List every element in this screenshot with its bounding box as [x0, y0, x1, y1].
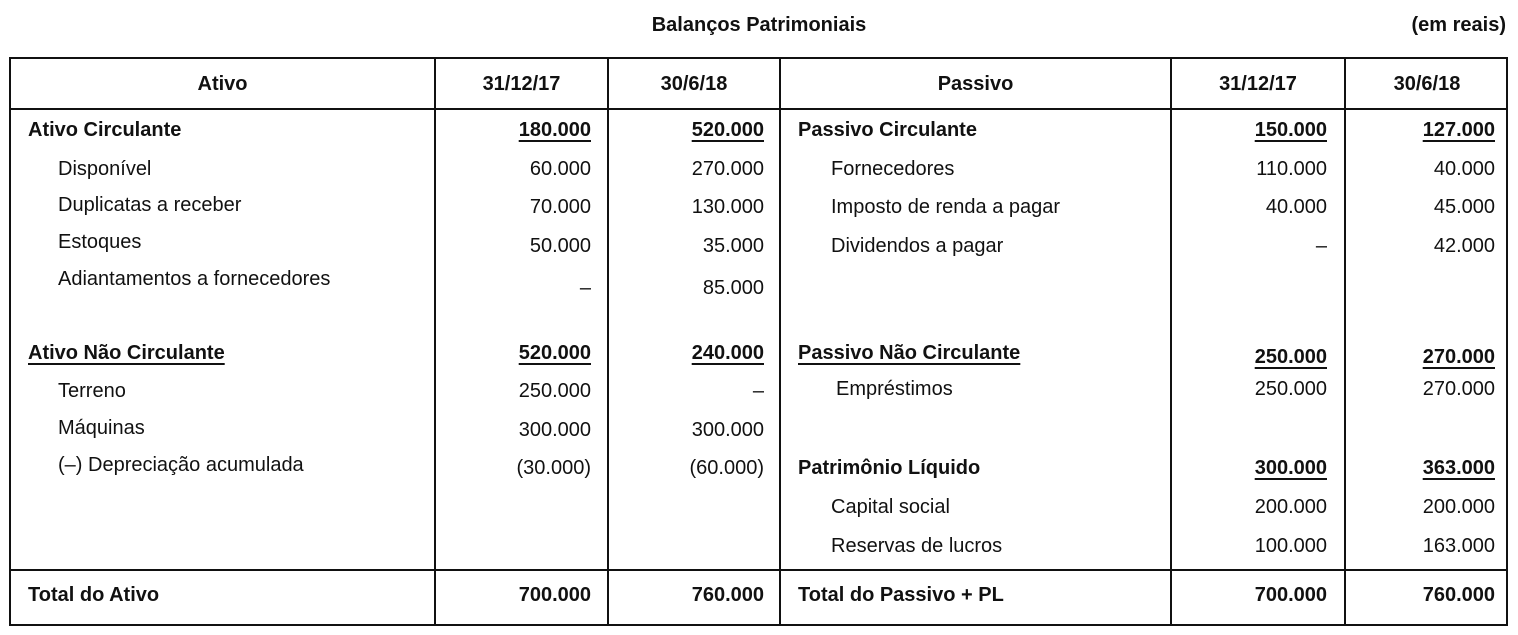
- ativo-circulante-label: Ativo Circulante: [28, 119, 182, 141]
- header-ativo-date2: 30/6/18: [660, 73, 728, 95]
- pl-item-v2: 200.000: [1422, 496, 1495, 518]
- ativo-item-v2: 270.000: [691, 158, 764, 180]
- passivo-item-v2: 42.000: [1433, 235, 1495, 257]
- ativo-nao-circulante-label: Ativo Não Circulante: [28, 342, 225, 364]
- ativo-item-label: Estoques: [58, 231, 142, 253]
- passivo-item-v1: 110.000: [1256, 158, 1327, 180]
- balance-sheet-table: [9, 57, 1508, 626]
- passivo-circulante-label: Passivo Circulante: [798, 119, 977, 141]
- passivo-item-v2: 45.000: [1433, 196, 1495, 218]
- pl-item-label: Capital social: [831, 496, 950, 518]
- ativo-item-v2: 300.000: [691, 419, 764, 441]
- header-passivo: Passivo: [937, 73, 1014, 95]
- patrimonio-liquido-label: Patrimônio Líquido: [798, 457, 981, 479]
- ativo-item-label: Adiantamentos a fornecedores: [58, 268, 331, 290]
- ativo-item-label: Duplicatas a receber: [58, 194, 242, 216]
- passivo-item-v1: 40.000: [1265, 196, 1327, 218]
- ativo-item-v2: 130.000: [691, 196, 764, 218]
- passivo-item-label: Imposto de renda a pagar: [831, 196, 1061, 218]
- ativo-item-v2: 85.000: [702, 277, 764, 299]
- ativo-item-label: Terreno: [58, 380, 126, 402]
- ativo-nao-circulante-v2: 240.000: [691, 342, 764, 364]
- ativo-item-v1: 70.000: [529, 196, 591, 218]
- total-passivo-v2: 760.000: [1422, 584, 1495, 606]
- unit-label: (em reais): [1411, 14, 1506, 36]
- patrimonio-liquido-v2: 363.000: [1422, 457, 1495, 479]
- passivo-item-v2: 270.000: [1422, 378, 1495, 400]
- pl-item-v2: 163.000: [1422, 535, 1495, 557]
- passivo-item-label: Fornecedores: [831, 158, 955, 180]
- ativo-item-label: Disponível: [58, 158, 152, 180]
- passivo-circulante-v2: 127.000: [1422, 119, 1495, 141]
- page-title: Balanços Patrimoniais: [651, 14, 867, 36]
- ativo-item-v1: 250.000: [518, 380, 591, 402]
- passivo-item-v1: 250.000: [1254, 378, 1327, 400]
- total-ativo-v2: 760.000: [691, 584, 764, 606]
- total-passivo-label: Total do Passivo + PL: [798, 584, 1004, 606]
- total-ativo-v1: 700.000: [518, 584, 591, 606]
- pl-item-v1: 200.000: [1254, 496, 1327, 518]
- header-ativo-date1: 31/12/17: [482, 73, 561, 95]
- passivo-nao-circulante-v1: 250.000: [1254, 346, 1327, 368]
- header-passivo-date1: 31/12/17: [1219, 73, 1297, 95]
- ativo-item-v2: 35.000: [702, 235, 764, 257]
- ativo-item-v1: 50.000: [529, 235, 591, 257]
- ativo-item-v2: (60.000): [689, 457, 764, 479]
- passivo-nao-circulante-label: Passivo Não Circulante: [798, 342, 1021, 364]
- passivo-item-label: Dividendos a pagar: [831, 235, 1004, 257]
- header-ativo: Ativo: [197, 73, 248, 95]
- ativo-nao-circulante-v1: 520.000: [518, 342, 591, 364]
- passivo-item-v1: –: [1315, 235, 1327, 257]
- pl-item-label: Reservas de lucros: [831, 535, 1003, 557]
- ativo-item-label: (–) Depreciação acumulada: [58, 454, 304, 476]
- passivo-nao-circulante-v2: 270.000: [1422, 346, 1495, 368]
- ativo-item-v2: –: [752, 380, 764, 402]
- patrimonio-liquido-v1: 300.000: [1254, 457, 1327, 479]
- ativo-item-label: Máquinas: [58, 417, 145, 439]
- total-passivo-v1: 700.000: [1254, 584, 1327, 606]
- total-ativo-label: Total do Ativo: [28, 584, 160, 606]
- ativo-item-v1: 300.000: [518, 419, 591, 441]
- ativo-circulante-v1: 180.000: [518, 119, 591, 141]
- passivo-item-label: Empréstimos: [836, 378, 953, 400]
- pl-item-v1: 100.000: [1254, 535, 1327, 557]
- passivo-circulante-v1: 150.000: [1254, 119, 1327, 141]
- ativo-circulante-v2: 520.000: [691, 119, 764, 141]
- passivo-item-v2: 40.000: [1433, 158, 1495, 180]
- header-passivo-date2: 30/6/18: [1393, 73, 1461, 95]
- ativo-item-v1: –: [579, 277, 591, 299]
- total-divider: [11, 569, 1506, 571]
- divider: [779, 59, 781, 624]
- ativo-item-v1: (30.000): [516, 457, 591, 479]
- ativo-item-v1: 60.000: [529, 158, 591, 180]
